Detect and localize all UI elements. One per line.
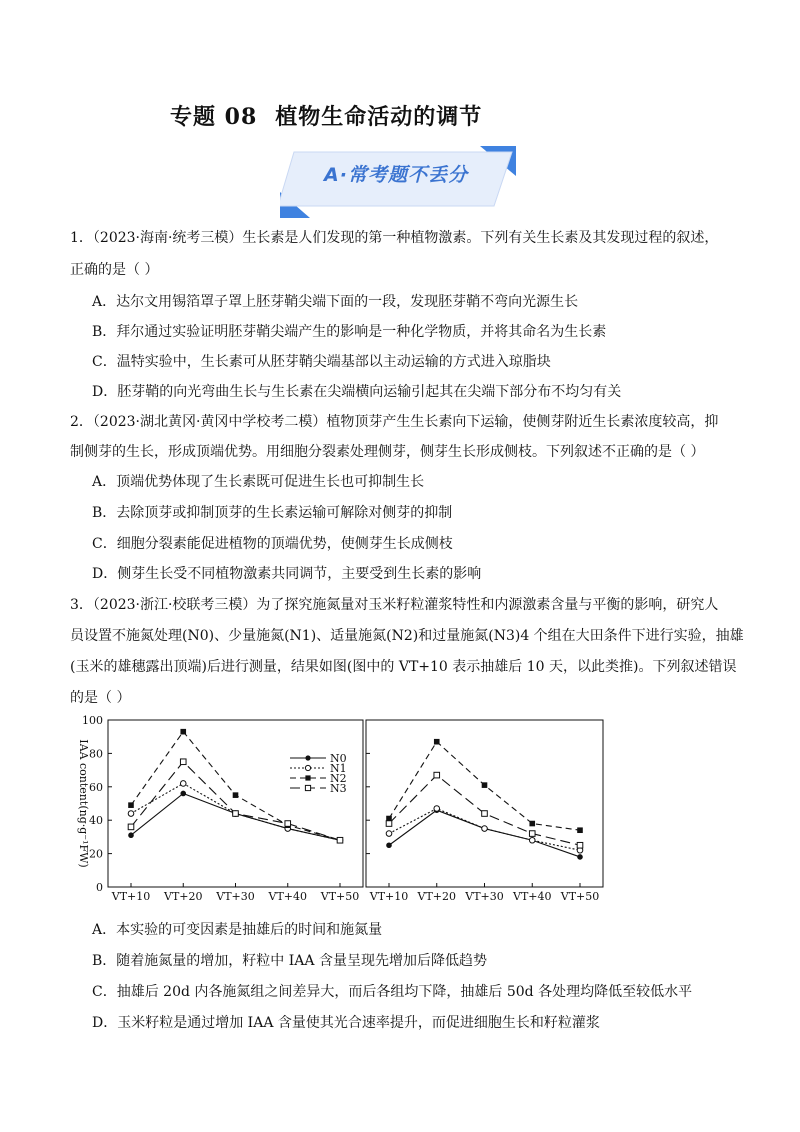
q2-option-a: A．顶端优势体现了生长素既可促进生长也可抑制生长 xyxy=(92,474,425,490)
panel-2-n0-point xyxy=(386,842,392,848)
panel-1-n3-point xyxy=(180,759,186,765)
panel-1-n3-point xyxy=(233,811,239,817)
panel-2-frame xyxy=(366,720,603,887)
panel-1-n0-point xyxy=(180,791,186,797)
legend-n3-marker xyxy=(305,785,310,790)
panel-2-n2-point xyxy=(529,821,535,827)
q2-option-b: B．去除顶芽或抑制顶芽的生长素运输可解除对侧芽的抑制 xyxy=(92,505,453,521)
iaa-content-chart xyxy=(68,712,608,904)
q3-option-a: A．本实验的可变因素是抽雄后的时间和施氮量 xyxy=(92,922,383,938)
q2-option-c: C．细胞分裂素能促进植物的顶端优势，使侧芽生长成侧枝 xyxy=(92,536,453,552)
legend-n2-marker xyxy=(305,775,310,780)
q1-option-c: C．温特实验中，生长素可从胚芽鞘尖端基部以主动运输的方式进入琼脂块 xyxy=(92,354,551,370)
q1-option-a: A．达尔文用锡箔罩子罩上胚芽鞘尖端下面的一段，发现胚芽鞘不弯向光源生长 xyxy=(92,294,579,310)
q3-stem-line1: 3．（2023·浙江·校联考三模）为了探究施氮量对玉米籽粒灌浆特性和内源激素含量与平衡的影响，研究人 xyxy=(70,597,719,613)
panel-2-n3-point xyxy=(577,842,583,848)
panel-1-n2-point xyxy=(233,792,239,798)
legend-n2-label: N2 xyxy=(330,772,347,785)
panel-2-n3-point xyxy=(482,811,488,817)
panel-2-n2-point xyxy=(577,827,583,833)
panel-2-x-tick-label: VT+30 xyxy=(465,890,504,903)
legend-n0-label: N0 xyxy=(330,752,347,765)
panel-2-n1-point xyxy=(529,837,535,843)
title-text: 植物生命活动的调节 xyxy=(275,104,483,130)
panel-1-x-tick-label: VT+50 xyxy=(320,890,360,903)
panel-1-series-n3-line xyxy=(131,762,340,840)
panel-2-series-n0-line xyxy=(389,810,580,857)
panel-2-x-tick-label: VT+10 xyxy=(369,890,409,903)
legend-n3-label: N3 xyxy=(330,782,347,795)
panel-1-n0-point xyxy=(128,832,134,838)
q2-stem-line2: 制侧芽的生长，形成顶端优势。用细胞分裂素处理侧芽，侧芽生长形成侧枝。下列叙述不正确的是（ ） xyxy=(70,444,705,460)
panel-2-n2-point xyxy=(482,782,488,788)
legend-n0-marker xyxy=(305,755,310,760)
panel-2-n0-point xyxy=(577,854,583,860)
q2-option-d: D．侧芽生长受不同植物激素共同调节，主要受到生长素的影响 xyxy=(92,566,482,582)
q2-stem-line1: 2．（2023·湖北黄冈·黄冈中学校考二模）植物顶芽产生生长素向下运输，使侧芽附近生长素浓度较高，抑 xyxy=(70,414,719,430)
panel-1-n3-point xyxy=(337,837,343,843)
legend-n1-marker xyxy=(305,765,310,770)
panel-1-x-tick-label: VT+40 xyxy=(268,890,307,903)
y-tick-label: 0 xyxy=(96,881,103,894)
q3-stem-line2: 员设置不施氮处理(N0)、少量施氮(N1)、适量施氮(N2)和过量施氮(N3)4 个组在大田条件下进行实验，抽雄 xyxy=(70,628,744,644)
y-axis-label: IAA content(ng·g⁻¹FW) xyxy=(77,739,90,868)
panel-1-n3-point xyxy=(128,824,134,830)
panel-1-frame xyxy=(108,720,363,887)
panel-2-n1-point xyxy=(482,826,488,832)
y-tick-label: 40 xyxy=(89,814,103,828)
page-title xyxy=(170,100,482,131)
panel-2-n1-point xyxy=(434,806,440,812)
q1-option-d: D．胚芽鞘的向光弯曲生长与生长素在尖端横向运输引起其在尖端下部分布不均匀有关 xyxy=(92,384,622,400)
panel-1-n1-point xyxy=(128,811,134,817)
title-number: 专题 08 xyxy=(170,104,258,130)
panel-2-x-tick-label: VT+20 xyxy=(417,890,456,903)
panel-2-n3-point xyxy=(386,821,392,827)
panel-2-n2-point xyxy=(434,739,440,745)
legend-n1-label: N1 xyxy=(330,762,347,775)
panel-1-x-tick-label: VT+30 xyxy=(216,890,255,903)
y-tick-label: 20 xyxy=(89,847,103,861)
q1-option-b: B．拜尔通过实验证明胚芽鞘尖端产生的影响是一种化学物质，并将其命名为生长素 xyxy=(92,324,607,340)
panel-2-x-tick-label: VT+50 xyxy=(560,890,600,903)
y-tick-label: 80 xyxy=(89,747,103,761)
panel-1-x-tick-label: VT+10 xyxy=(111,890,151,903)
panel-1-n3-point xyxy=(285,821,291,827)
panel-2-n1-point xyxy=(386,831,392,837)
q3-stem-line3: (玉米的雄穗露出顶端)后进行测量，结果如图(图中的 VT+10 表示抽雄后 10 天，以此类推)。下列叙述错误 xyxy=(70,659,737,675)
panel-1-n1-point xyxy=(180,781,186,787)
q3-stem-line4: 的是（ ） xyxy=(70,690,131,706)
q3-option-d: D．玉米籽粒是通过增加 IAA 含量使其光合速率提升，而促进细胞生长和籽粒灌浆 xyxy=(92,1015,600,1031)
panel-2-n3-point xyxy=(434,772,440,778)
y-tick-label: 100 xyxy=(82,714,103,727)
panel-1-x-tick-label: VT+20 xyxy=(164,890,203,903)
panel-2-x-tick-label: VT+40 xyxy=(513,890,552,903)
panel-1-n2-point xyxy=(128,802,134,808)
y-tick-label: 60 xyxy=(89,780,103,794)
q3-option-c: C．抽雄后 20d 内各施氮组之间差异大，而后各组均下降，抽雄后 50d 各处理均降低至较低水平 xyxy=(92,984,693,1000)
panel-1-n2-point xyxy=(180,729,186,735)
panel-2-n3-point xyxy=(529,831,535,837)
q1-stem-line2: 正确的是（ ） xyxy=(70,262,159,278)
banner-label: A·常考题不丢分 xyxy=(324,164,468,186)
q1-stem-line1: 1．（2023·海南·统考三模）生长素是人们发现的第一种植物激素。下列有关生长素及其发现过程的叙述， xyxy=(70,230,719,246)
q3-option-b: B．随着施氮量的增加，籽粒中 IAA 含量呈现先增加后降低趋势 xyxy=(92,953,487,969)
